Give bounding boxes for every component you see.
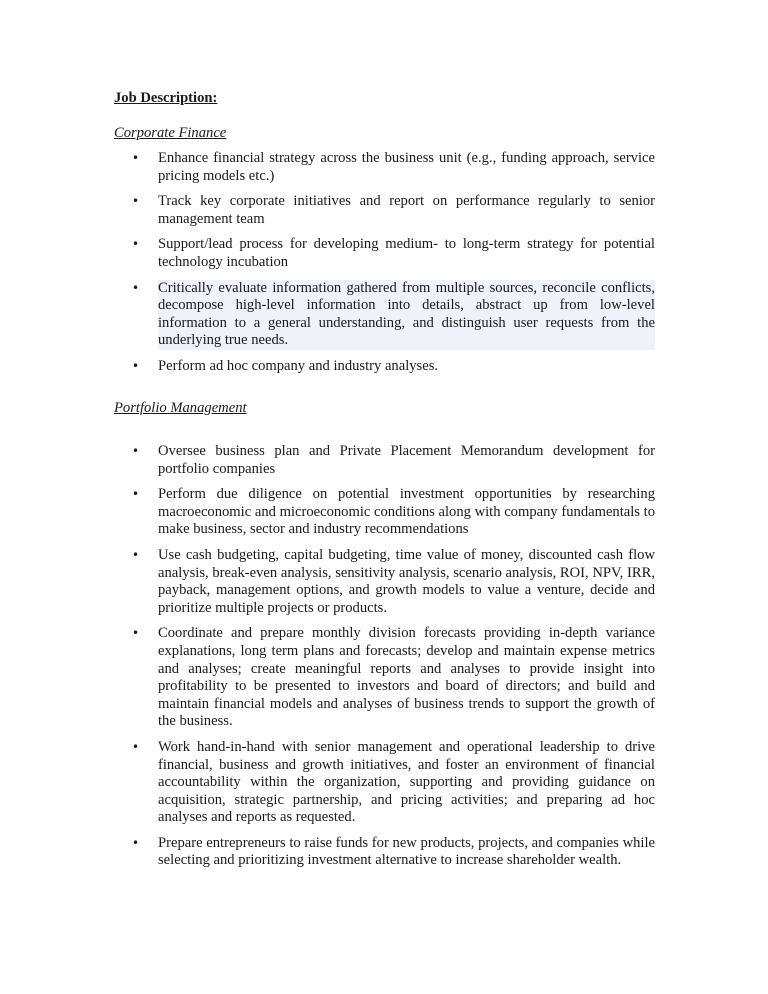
bullet-icon: • — [132, 739, 140, 754]
bullet-icon: • — [132, 835, 140, 850]
list-item-text: Prepare entrepreneurs to raise funds for new products, projects, and companies while selecting and prioritizing investment alternative to increase shareholder wealth. — [158, 834, 655, 869]
list-item — [114, 150, 655, 185]
section-heading-portfolio-management: Portfolio Management — [114, 400, 247, 416]
list-item — [114, 236, 655, 271]
list-item-text: Critically evaluate information gathered from multiple sources, reconcile conflicts, decompose high-level information into details, abstract up from low-level information to a general understanding, and distinguish user requests from the underlying true needs. — [158, 279, 655, 349]
bullet-icon: • — [132, 194, 140, 209]
document-title: Job Description: — [114, 90, 218, 106]
bullet-icon: • — [132, 280, 140, 295]
list-item-text: Support/lead process for developing medium- to long-term strategy for potential technology incubation — [158, 236, 655, 270]
list-item-text: Enhance financial strategy across the business unit (e.g., funding approach, service pricing models etc.) — [158, 150, 655, 184]
bullet-icon: • — [132, 358, 140, 373]
bullet-icon: • — [132, 547, 140, 562]
bullet-icon: • — [132, 487, 140, 502]
list-item — [114, 443, 655, 478]
list-item — [114, 625, 655, 731]
bullet-icon: • — [132, 626, 140, 641]
list-item-highlighted — [114, 280, 655, 350]
list-item-text: Track key corporate initiatives and report on performance regularly to senior management team — [158, 193, 655, 227]
list-item-text: Perform ad hoc company and industry analyses. — [158, 357, 439, 374]
list-item-text: Oversee business plan and Private Placement Memorandum development for portfolio companies — [158, 443, 655, 477]
corporate-finance-list — [114, 150, 655, 384]
list-item — [114, 358, 655, 376]
list-item — [114, 835, 655, 870]
section-heading-corporate-finance: Corporate Finance — [114, 125, 227, 141]
list-item-text: Use cash budgeting, capital budgeting, time value of money, discounted cash flow analysis, break-even analysis, sensitivity analysis, scenario analysis, ROI, NPV, IRR, payback, management options, and growth models to value a venture, decide and prioritize multiple projects or products. — [158, 546, 655, 616]
list-item-text: Perform due diligence on potential investment opportunities by researching macroeconomic and microeconomic conditions along with company fundamentals to make business, sector and industry recommendations — [158, 486, 655, 538]
list-item-text: Coordinate and prepare monthly division forecasts providing in-depth variance explanations, long term plans and forecasts; develop and maintain expense metrics and analyses; create meaningful reports and analyses to provide insight into profitability to be presented to investors and board of directors; and build and maintain financial models and analyses of business trends to support the growth of the business. — [158, 625, 655, 730]
portfolio-management-list — [114, 443, 655, 878]
list-item — [114, 193, 655, 228]
list-item — [114, 547, 655, 617]
list-item-text: Work hand-in-hand with senior management and operational leadership to drive financial, business and growth initiatives, and foster an environment of financial accountability within the organization, supporting and providing guidance on acquisition, strategic partnership, and pricing activities; and preparing ad hoc analyses and reports as requested. — [158, 738, 655, 826]
list-item — [114, 739, 655, 827]
list-item — [114, 486, 655, 539]
bullet-icon: • — [132, 444, 140, 458]
bullet-icon: • — [132, 151, 140, 165]
bullet-icon: • — [132, 237, 140, 252]
